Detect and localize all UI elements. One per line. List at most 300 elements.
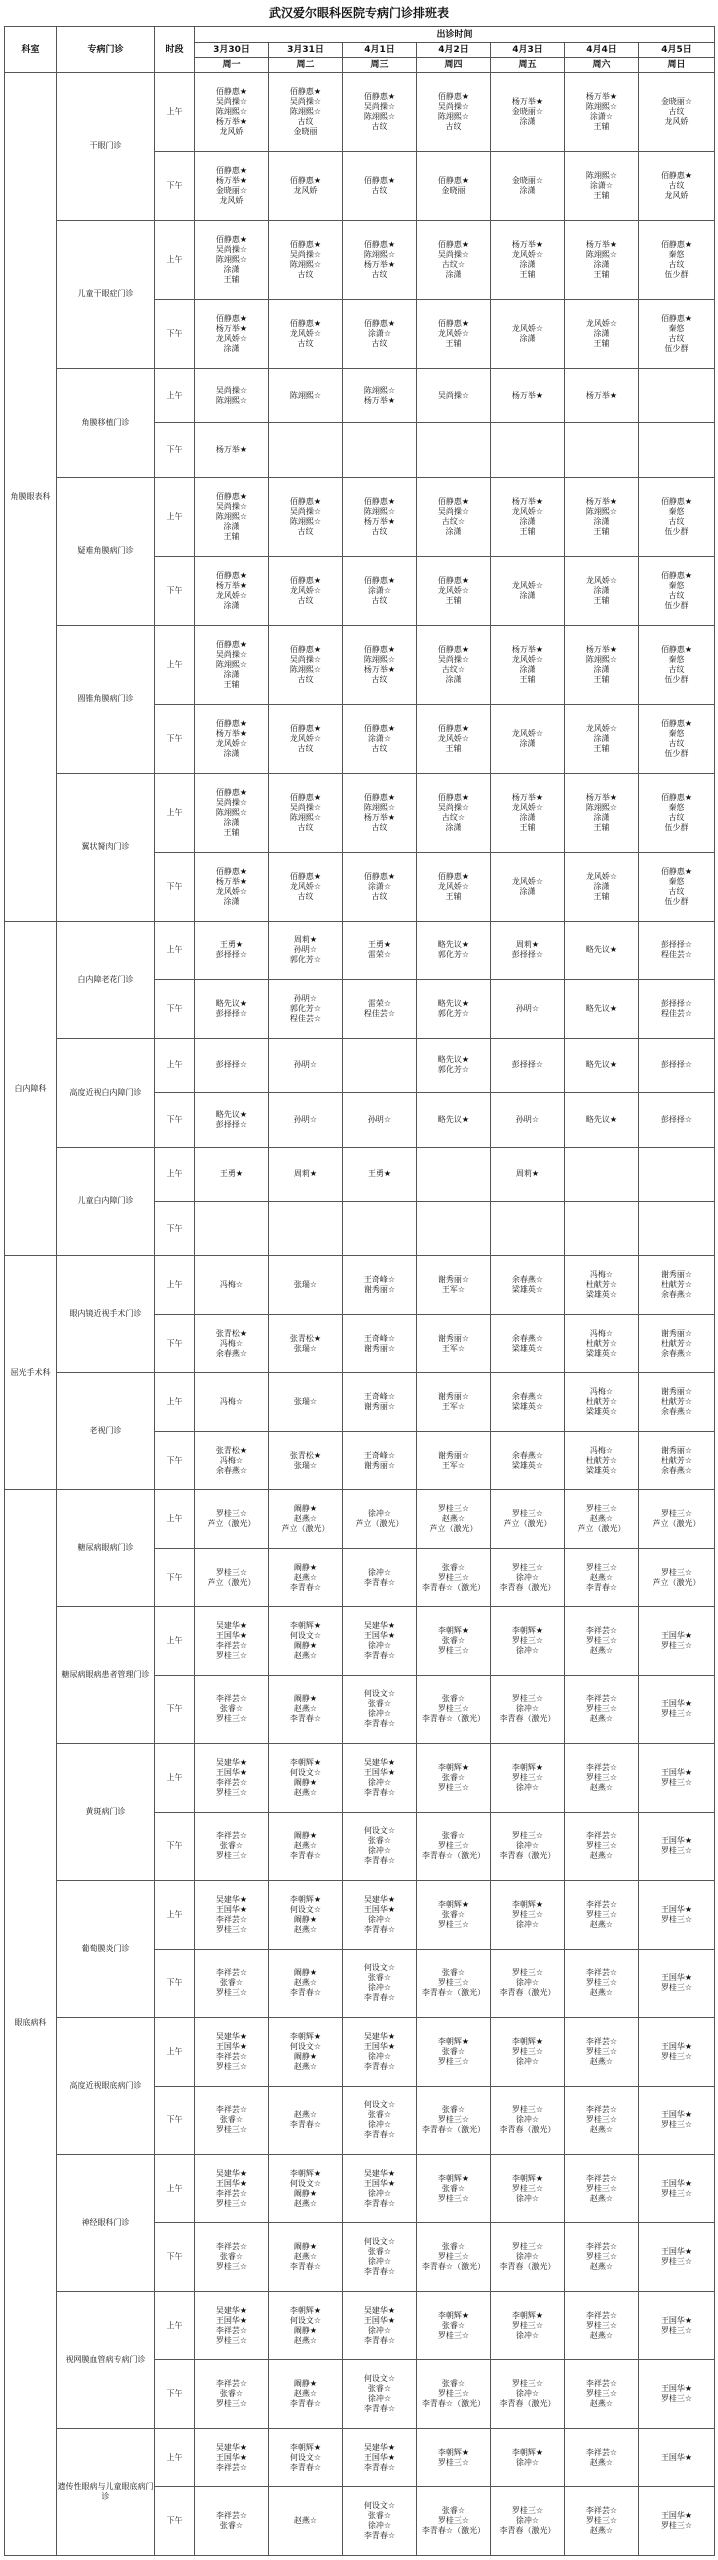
doctor-name: 李祥芸☆ — [585, 2173, 618, 2183]
doctor-name: 梁雄英☆ — [585, 1407, 618, 1417]
doctor-name: 秦悠 — [668, 507, 685, 517]
doctor-name: 古纹☆ — [441, 260, 466, 270]
doctor-name: 张睿☆ — [441, 1562, 466, 1572]
doctor-name: 彭择择☆ — [660, 1060, 693, 1070]
doctor-name: 金晓丽☆ — [511, 107, 544, 117]
schedule-cell — [565, 300, 639, 368]
schedule-cell — [195, 1093, 269, 1147]
schedule-cell — [565, 2018, 639, 2086]
schedule-cell — [565, 1812, 639, 1880]
doctor-name: 略先议★ — [585, 945, 618, 955]
doctor-name: 阚静★ — [293, 1831, 318, 1841]
doctor-name: 龙风娇☆ — [511, 876, 544, 886]
schedule-cell — [269, 705, 343, 773]
period-morning: 上午 — [155, 2428, 195, 2486]
doctor-name: 涂潇☆ — [367, 329, 392, 339]
doctor-name: 王辅 — [593, 891, 610, 901]
doctor-name: 杨万举★ — [363, 812, 396, 822]
doctor-name: 杨万举★ — [215, 324, 248, 334]
doctor-name: 李朝辉★ — [289, 2168, 322, 2178]
doctor-name: 古纹 — [297, 339, 314, 349]
doctor-name: 梁雄英☆ — [511, 1402, 544, 1412]
header-specialty: 专病门诊 — [57, 27, 155, 73]
specialty-name: 干眼门诊 — [57, 73, 155, 221]
schedule-cell — [417, 1949, 491, 2017]
schedule-cell — [491, 2360, 565, 2428]
doctor-name: 徐冲☆ — [367, 2257, 392, 2267]
doctor-name: 张瑞☆ — [293, 1280, 318, 1290]
doctor-name: 吴建华★ — [215, 1620, 248, 1630]
doctor-name: 张瑞☆ — [293, 1460, 318, 1470]
department-name: 角膜眼表科 — [5, 73, 57, 922]
period-afternoon: 下午 — [155, 1201, 195, 1255]
doctor-name: 徐冲☆ — [515, 2389, 540, 2399]
doctor-name: 张睿☆ — [441, 1831, 466, 1841]
doctor-name: 阚静★ — [293, 2242, 318, 2252]
doctor-name: 赵燕☆ — [293, 1924, 318, 1934]
schedule-cell — [639, 2360, 715, 2428]
doctor-name: 李青春☆ — [289, 2262, 322, 2272]
doctor-name: 佰静惠★ — [363, 576, 396, 586]
doctor-name: 王国华★ — [215, 1767, 248, 1777]
doctor-name: 涂潇 — [223, 522, 240, 532]
schedule-cell — [639, 773, 715, 852]
doctor-name: 程佳芸☆ — [660, 950, 693, 960]
specialty-name: 老视门诊 — [57, 1373, 155, 1490]
header-date-label: 4月5日 — [661, 45, 692, 55]
schedule-cell — [343, 1373, 417, 1431]
schedule-cell — [417, 2487, 491, 2555]
doctor-name: 李青春☆ — [363, 2404, 396, 2414]
doctor-name: 王勇★ — [219, 940, 244, 950]
schedule-cell — [195, 1373, 269, 1431]
doctor-name: 杨万举★ — [511, 644, 544, 654]
table-row — [5, 1744, 715, 1812]
doctor-name: 罗桂三☆ — [585, 1909, 618, 1919]
schedule-cell — [269, 2223, 343, 2291]
doctor-name: 冯梅☆ — [219, 1338, 244, 1348]
doctor-name: 李青春☆ — [363, 1993, 396, 2003]
schedule-cell — [639, 1256, 715, 1314]
schedule-cell — [417, 73, 491, 152]
table-row — [5, 73, 715, 152]
doctor-name: 陈翊熙☆ — [585, 171, 618, 181]
doctor-name: 吴建华★ — [215, 2442, 248, 2452]
schedule-cell — [269, 477, 343, 556]
doctor-name: 李朝辉★ — [511, 1625, 544, 1635]
doctor-name: 余春燕☆ — [660, 1290, 693, 1300]
schedule-cell — [417, 1607, 491, 1675]
doctor-name: 赵燕☆ — [589, 2457, 614, 2467]
doctor-name: 冯梅☆ — [219, 1280, 244, 1290]
schedule-cell — [195, 1548, 269, 1606]
schedule-cell — [195, 2291, 269, 2359]
doctor-name: 赵燕☆ — [293, 2110, 318, 2120]
header-weekday-label: 周五 — [491, 57, 564, 70]
doctor-name: 古纹 — [668, 181, 685, 191]
schedule-cell — [565, 423, 639, 477]
doctor-name: 赵燕☆ — [293, 1978, 318, 1988]
doctor-name: 涂潇 — [223, 601, 240, 611]
schedule-cell — [491, 1881, 565, 1949]
table-row — [5, 773, 715, 852]
doctor-name: 罗桂三☆ — [437, 2516, 470, 2526]
schedule-cell — [639, 1548, 715, 1606]
schedule-cell — [195, 300, 269, 368]
doctor-name: 杨万举★ — [215, 117, 248, 127]
doctor-name: 王辅 — [593, 527, 610, 537]
doctor-name: 龙风娇☆ — [511, 581, 544, 591]
doctor-name: 王国华★ — [660, 2041, 693, 2051]
doctor-name: 赵燕☆ — [293, 2516, 318, 2526]
doctor-name: 涂潇 — [593, 733, 610, 743]
doctor-name: 罗桂三☆ — [660, 2120, 693, 2130]
schedule-cell — [195, 477, 269, 556]
schedule-cell — [343, 1548, 417, 1606]
schedule-cell — [417, 423, 491, 477]
doctor-name: 罗桂三☆ — [585, 2046, 618, 2056]
doctor-name: 何设文☆ — [363, 1963, 396, 1973]
doctor-name: 阚静★ — [293, 1777, 318, 1787]
doctor-name: 罗桂三☆ — [511, 1509, 544, 1519]
doctor-name: 龙风娇☆ — [215, 738, 248, 748]
doctor-name: 王辅 — [593, 822, 610, 832]
schedule-cell — [565, 625, 639, 704]
doctor-name: 赵燕☆ — [589, 1919, 614, 1929]
doctor-name: 佰静惠★ — [437, 576, 470, 586]
schedule-cell — [343, 1675, 417, 1743]
doctor-name: 何设文☆ — [363, 1689, 396, 1699]
doctor-name: 李青春☆（激光） — [421, 2125, 486, 2135]
doctor-name: 李祥芸☆ — [585, 2036, 618, 2046]
schedule-cell — [195, 1607, 269, 1675]
doctor-name: 徐冲☆ — [515, 1572, 540, 1582]
schedule-cell — [269, 220, 343, 299]
schedule-cell — [417, 557, 491, 625]
doctor-name: 古纹 — [371, 527, 388, 537]
doctor-name: 李朝辉★ — [437, 2310, 470, 2320]
doctor-name: 徐冲☆ — [367, 1640, 392, 1650]
schedule-cell — [343, 2360, 417, 2428]
doctor-name: 冯梅☆ — [589, 1270, 614, 1280]
schedule-cell — [417, 1812, 491, 1880]
doctor-name: 罗桂三☆ — [585, 2115, 618, 2125]
doctor-name: 略先议★ — [215, 998, 248, 1008]
doctor-name: 李青春☆ — [363, 1856, 396, 1866]
schedule-cell — [417, 705, 491, 773]
specialty-name: 高度近视眼底病门诊 — [57, 2018, 155, 2155]
doctor-name: 罗桂三☆ — [660, 1509, 693, 1519]
doctor-name: 陈翊熙☆ — [437, 112, 470, 122]
doctor-name: 略先议★ — [585, 1114, 618, 1124]
doctor-name: 罗桂三☆ — [660, 1846, 693, 1856]
doctor-name: 王国华★ — [660, 2511, 693, 2521]
schedule-cell — [269, 73, 343, 152]
schedule-cell — [639, 1744, 715, 1812]
doctor-name: 罗桂三☆ — [660, 2521, 693, 2531]
table-row — [5, 220, 715, 299]
doctor-name: 赵燕☆ — [589, 2125, 614, 2135]
schedule-cell — [565, 1607, 639, 1675]
schedule-cell — [269, 1093, 343, 1147]
schedule-cell — [565, 2291, 639, 2359]
doctor-name: 佰静惠★ — [215, 718, 248, 728]
schedule-cell — [269, 1256, 343, 1314]
period-morning: 上午 — [155, 477, 195, 556]
doctor-name: 张睿☆ — [367, 2511, 392, 2521]
doctor-name: 杨万举★ — [215, 445, 248, 455]
period-afternoon: 下午 — [155, 1548, 195, 1606]
doctor-name: 李青春☆ — [363, 2061, 396, 2071]
doctor-name: 李朝辉★ — [289, 1620, 322, 1630]
schedule-cell — [417, 625, 491, 704]
doctor-name: 罗桂三☆ — [660, 2325, 693, 2335]
doctor-name: 佰静惠★ — [437, 240, 470, 250]
doctor-name: 吴建华★ — [363, 1620, 396, 1630]
header-date-label: 3月30日 — [213, 45, 250, 55]
doctor-name: 徐冲☆ — [367, 1777, 392, 1787]
specialty-name: 糖尿病眼病门诊 — [57, 1490, 155, 1607]
doctor-name: 李青春☆ — [363, 1577, 396, 1587]
doctor-name: 李青春☆ — [289, 1851, 322, 1861]
doctor-name: 佰静惠★ — [289, 576, 322, 586]
doctor-name: 李青春☆ — [363, 1650, 396, 1660]
doctor-name: 佰静惠★ — [215, 492, 248, 502]
schedule-cell — [491, 1373, 565, 1431]
doctor-name: 吴建华★ — [363, 1894, 396, 1904]
doctor-name: 张睿☆ — [219, 2521, 244, 2531]
doctor-name: 王辅 — [223, 275, 240, 285]
doctor-name: 李祥芸☆ — [585, 1694, 618, 1704]
doctor-name: 罗桂三☆ — [585, 1978, 618, 1988]
doctor-name: 李青春☆ — [289, 1582, 322, 1592]
doctor-name: 杨万举★ — [585, 92, 618, 102]
doctor-name: 赵燕☆ — [589, 2193, 614, 2203]
doctor-name: 张睿☆ — [367, 2247, 392, 2257]
schedule-cell — [491, 2487, 565, 2555]
doctor-name: 古纹 — [297, 596, 314, 606]
doctor-name: 王奇峰☆ — [363, 1333, 396, 1343]
doctor-name: 龙风娇☆ — [585, 871, 618, 881]
doctor-name: 伍少群 — [664, 748, 689, 758]
doctor-name: 张青松★ — [289, 1333, 322, 1343]
period-morning: 上午 — [155, 1038, 195, 1092]
period-morning: 上午 — [155, 625, 195, 704]
doctor-name: 徐冲☆ — [367, 1509, 392, 1519]
doctor-name: 吴尚操☆ — [215, 502, 248, 512]
schedule-cell — [269, 1201, 343, 1255]
doctor-name: 陈翊熙☆ — [363, 385, 396, 395]
schedule-cell — [269, 1373, 343, 1431]
doctor-name: 佰静惠★ — [437, 644, 470, 654]
doctor-name: 罗桂三☆ — [660, 1709, 693, 1719]
doctor-name: 涂潇 — [593, 586, 610, 596]
doctor-name: 杨万举★ — [585, 792, 618, 802]
schedule-cell — [195, 220, 269, 299]
doctor-name: 王辅 — [593, 674, 610, 684]
doctor-name: 李青春☆（激光） — [421, 1851, 486, 1861]
doctor-name: 王奇峰☆ — [363, 1275, 396, 1285]
doctor-name: 古纹 — [297, 674, 314, 684]
period-afternoon: 下午 — [155, 1431, 195, 1489]
doctor-name: 芦立（激光） — [577, 1524, 626, 1534]
header-weekday-label: 周一 — [195, 57, 268, 70]
doctor-name: 周莉★ — [293, 1169, 318, 1179]
doctor-name: 罗桂三☆ — [437, 1919, 470, 1929]
doctor-name: 吴建华★ — [363, 2031, 396, 2041]
doctor-name: 王辅 — [593, 596, 610, 606]
doctor-name: 古纹 — [668, 591, 685, 601]
doctor-name: 张睿☆ — [219, 1978, 244, 1988]
doctor-name: 佰静惠★ — [660, 171, 693, 181]
header-weekday-label: 周四 — [417, 57, 490, 70]
table-row — [5, 2428, 715, 2486]
specialty-name: 黄斑病门诊 — [57, 1744, 155, 1881]
schedule-cell — [269, 1607, 343, 1675]
doctor-name: 伍少群 — [664, 270, 689, 280]
schedule-cell — [639, 1675, 715, 1743]
doctor-name: 杨万举★ — [363, 517, 396, 527]
doctor-name: 罗桂三☆ — [511, 2506, 544, 2516]
doctor-name: 阚静★ — [293, 1640, 318, 1650]
doctor-name: 陈翊熙☆ — [585, 654, 618, 664]
schedule-cell — [195, 921, 269, 979]
doctor-name: 龙风娇☆ — [289, 586, 322, 596]
doctor-name: 李祥芸☆ — [215, 2051, 248, 2061]
schedule-cell — [565, 2428, 639, 2486]
schedule-cell — [269, 1147, 343, 1201]
doctor-name: 杜献芳☆ — [585, 1280, 618, 1290]
doctor-name: 徐冲☆ — [515, 2516, 540, 2526]
header-weekday-label: 周二 — [269, 57, 342, 70]
doctor-name: 何设文☆ — [289, 2452, 322, 2462]
doctor-name: 李祥芸☆ — [215, 1914, 248, 1924]
doctor-name: 吴建华★ — [363, 2442, 396, 2452]
doctor-name: 涂潇 — [519, 186, 536, 196]
doctor-name: 伍少群 — [664, 601, 689, 611]
doctor-name: 罗桂三☆ — [215, 1567, 248, 1577]
schedule-cell — [565, 1744, 639, 1812]
doctor-name: 谢秀丽☆ — [363, 1460, 396, 1470]
schedule-cell — [491, 477, 565, 556]
schedule-cell — [269, 423, 343, 477]
doctor-name: 郭化芳☆ — [289, 955, 322, 965]
doctor-name: 王辅 — [445, 891, 462, 901]
doctor-name: 龙风娇 — [293, 186, 318, 196]
doctor-name: 罗桂三☆ — [437, 1704, 470, 1714]
doctor-name: 李青春☆ — [289, 1714, 322, 1724]
doctor-name: 王辅 — [593, 122, 610, 132]
doctor-name: 阚静★ — [293, 2379, 318, 2389]
doctor-name: 徐冲☆ — [367, 2188, 392, 2198]
schedule-cell — [195, 773, 269, 852]
doctor-name: 杨万举★ — [215, 876, 248, 886]
doctor-name: 李祥芸☆ — [585, 2310, 618, 2320]
doctor-name: 阚静★ — [293, 2051, 318, 2061]
specialty-name: 疑难角膜病门诊 — [57, 477, 155, 625]
schedule-cell — [565, 1201, 639, 1255]
doctor-name: 谢秀丽☆ — [437, 1275, 470, 1285]
doctor-name: 涂潇 — [445, 270, 462, 280]
schedule-cell — [565, 1256, 639, 1314]
doctor-name: 赵燕☆ — [589, 2262, 614, 2272]
doctor-name: 李祥芸☆ — [215, 2105, 248, 2115]
doctor-name: 罗桂三☆ — [215, 2198, 248, 2208]
period-morning: 上午 — [155, 921, 195, 979]
doctor-name: 伍少群 — [664, 344, 689, 354]
doctor-name: 芦立（激光） — [207, 1519, 256, 1529]
doctor-name: 罗桂三☆ — [215, 2262, 248, 2272]
doctor-name: 王辅 — [223, 679, 240, 689]
doctor-name: 罗桂三☆ — [585, 1562, 618, 1572]
doctor-name: 阚静★ — [293, 1504, 318, 1514]
doctor-name: 吴尚操☆ — [437, 102, 470, 112]
doctor-name: 陈翊熙☆ — [215, 512, 248, 522]
schedule-cell — [491, 1201, 565, 1255]
doctor-name: 罗桂三☆ — [585, 1772, 618, 1782]
doctor-name: 古纹 — [297, 743, 314, 753]
doctor-name: 陈翊熙☆ — [363, 802, 396, 812]
doctor-name: 阚静★ — [293, 1694, 318, 1704]
doctor-name: 余春燕☆ — [511, 1333, 544, 1343]
schedule-cell — [491, 2086, 565, 2154]
doctor-name: 佰静惠★ — [437, 92, 470, 102]
table-row — [5, 1607, 715, 1675]
schedule-cell — [491, 1038, 565, 1092]
doctor-name: 金晓丽☆ — [660, 97, 693, 107]
header-date-label: 3月31日 — [287, 45, 324, 55]
doctor-name: 孙明☆ — [293, 1060, 318, 1070]
doctor-name: 杨万举★ — [585, 644, 618, 654]
schedule-cell — [491, 2223, 565, 2291]
doctor-name: 李祥芸☆ — [215, 2188, 248, 2198]
schedule-cell — [269, 2487, 343, 2555]
doctor-name: 罗桂三☆ — [215, 1988, 248, 1998]
doctor-name: 吴建华★ — [363, 2168, 396, 2178]
doctor-name: 杨万举★ — [511, 97, 544, 107]
schedule-cell — [269, 1038, 343, 1092]
doctor-name: 张睿☆ — [441, 2183, 466, 2193]
schedule-cell — [417, 1256, 491, 1314]
doctor-name: 阚静★ — [293, 1914, 318, 1924]
specialty-name: 儿童白内障门诊 — [57, 1147, 155, 1256]
doctor-name: 王国华★ — [363, 2452, 396, 2462]
doctor-name: 李青春☆ — [289, 2462, 322, 2472]
schedule-cell — [195, 625, 269, 704]
doctor-name: 罗桂三☆ — [585, 1504, 618, 1514]
doctor-name: 龙风娇☆ — [215, 886, 248, 896]
doctor-name: 周莉★ — [293, 935, 318, 945]
schedule-cell — [639, 2487, 715, 2555]
schedule-cell — [639, 2086, 715, 2154]
schedule-cell — [195, 1881, 269, 1949]
schedule-cell — [195, 2018, 269, 2086]
doctor-name: 王辅 — [223, 827, 240, 837]
doctor-name: 李青春（激光） — [499, 2526, 556, 2536]
schedule-cell — [491, 423, 565, 477]
doctor-name: 赵燕☆ — [441, 1514, 466, 1524]
doctor-name: 陈翊熙☆ — [215, 807, 248, 817]
doctor-name: 罗桂三☆ — [215, 2335, 248, 2345]
doctor-name: 徐冲☆ — [515, 1782, 540, 1792]
doctor-name: 吴尚操☆ — [289, 802, 322, 812]
doctor-name: 李青春☆ — [363, 2531, 396, 2541]
period-morning: 上午 — [155, 1256, 195, 1314]
doctor-name: 杨万举★ — [511, 497, 544, 507]
doctor-name: 王国华★ — [660, 2384, 693, 2394]
doctor-name: 吴尚操☆ — [215, 245, 248, 255]
schedule-cell — [639, 1812, 715, 1880]
